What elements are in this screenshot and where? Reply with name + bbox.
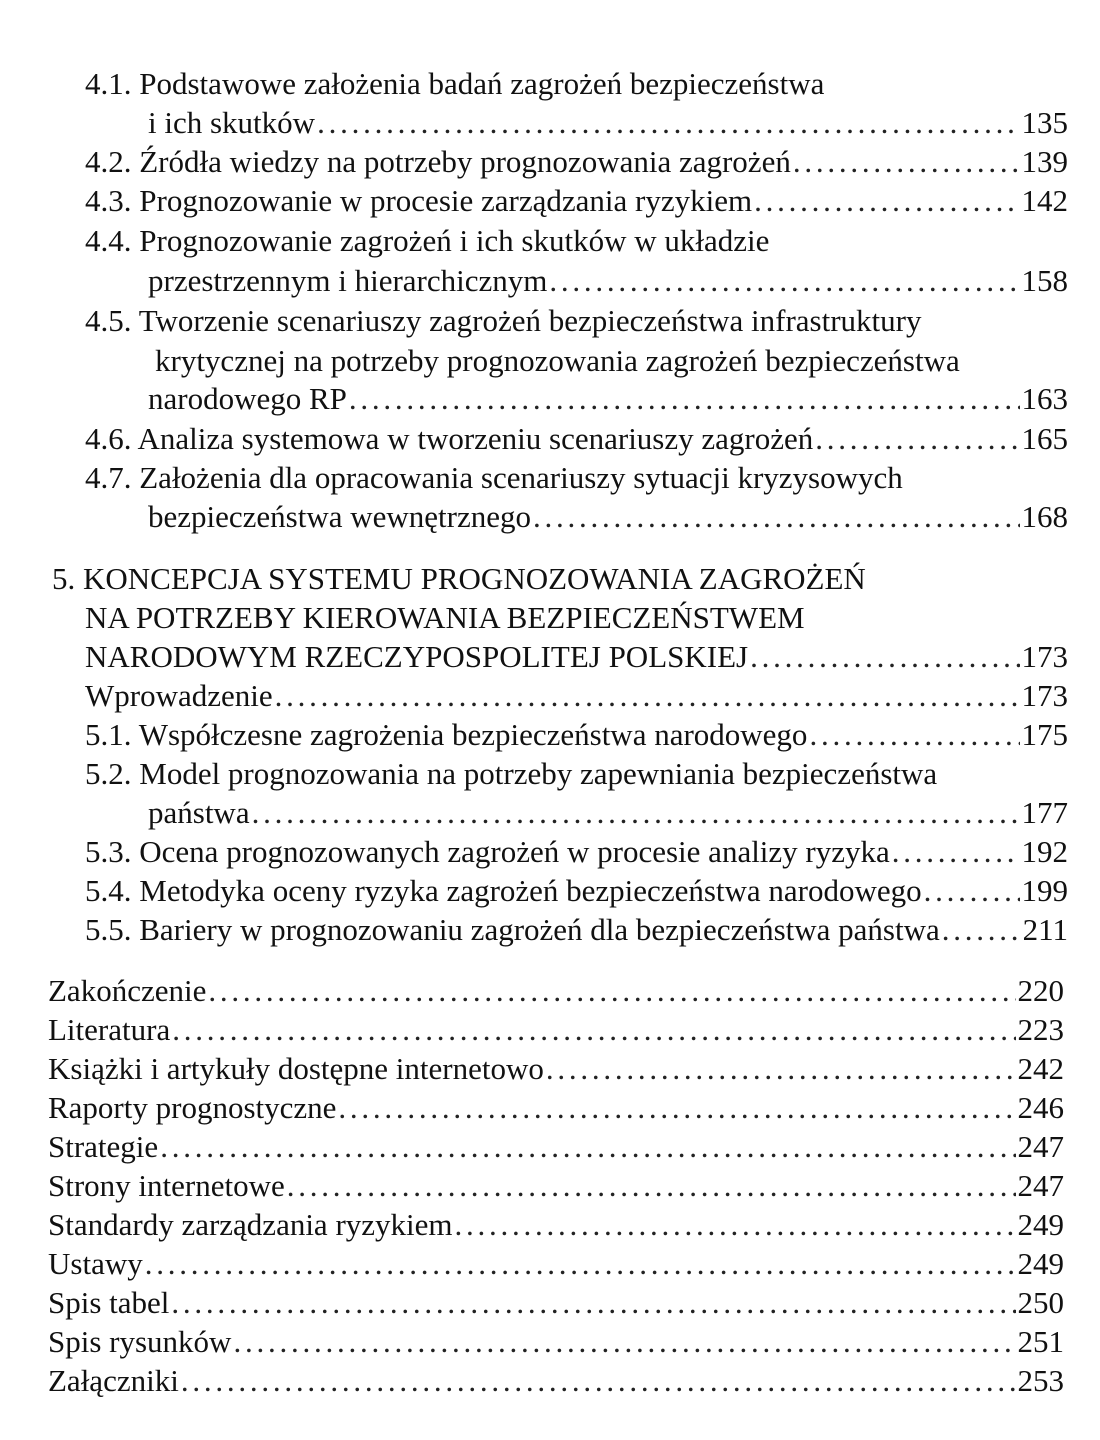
page-number: 135 [1021,105,1068,140]
page-number: 158 [1021,263,1068,298]
toc-entry-zalaczniki[interactable] [48,1362,1064,1400]
page-number: 251 [1017,1324,1064,1359]
toc-entry-4-4[interactable] [148,262,1068,300]
dot-leader [793,143,1020,181]
toc-entry-text: Literatura [48,1012,171,1047]
toc-entry-standardy[interactable] [48,1206,1064,1244]
toc-entry-text: 4.7. Założenia dla opracowania scenariuszy sytuacji kryzysowych [85,460,903,495]
page-number: 199 [1021,873,1068,908]
toc-entry-text: 4.3. Prognozowanie w procesie zarządzania ryzykiem [85,183,753,218]
dot-leader [455,1206,1016,1244]
toc-entry-4-1[interactable] [148,104,1068,142]
dot-leader [754,182,1019,220]
toc-entry-text: 4.4. Prognozowanie zagrożeń i ich skutków w układzie [85,223,770,258]
dot-leader [171,1284,1015,1322]
toc-entry-text: 5.3. Ocena prognozowanych zagrożeń w procesie analizy ryzyka [85,834,890,869]
page-number: 247 [1017,1168,1064,1203]
dot-leader [252,794,1020,832]
toc-entry-5-3[interactable] [85,833,1068,871]
toc-entry-text: 5.1. Współczesne zagrożenia bezpieczeństwa narodowego [85,717,808,752]
toc-entry-text: bezpieczeństwa wewnętrznego [148,499,531,534]
toc-entry-strony-internetowe[interactable] [48,1167,1064,1205]
chapter-5-entry[interactable] [85,638,1068,676]
dot-leader [549,262,1019,300]
dot-leader [172,1011,1015,1049]
toc-entry-text: 4.2. Źródła wiedzy na potrzeby prognozowania zagrożeń [85,144,791,179]
page-number: 163 [1021,381,1068,416]
dot-leader [892,833,1020,871]
dot-leader [145,1245,1016,1283]
toc-entry-4-5-line1 [85,302,921,340]
dot-leader [942,911,1021,949]
page-number: 175 [1021,717,1068,752]
toc-entry-text: Strategie [48,1129,159,1164]
toc-entry-text: 5.5. Bariery w prognozowaniu zagrożeń dla bezpieczeństwa państwa [85,912,940,947]
page-number: 173 [1021,639,1068,674]
dot-leader [546,1050,1016,1088]
toc-entry-spis-tabel[interactable] [48,1284,1064,1322]
dot-leader [275,677,1020,715]
page-number: 177 [1021,795,1068,830]
toc-entry-text: Strony internetowe [48,1168,285,1203]
toc-entry-text: przestrzennym i hierarchicznym [148,263,548,298]
page-number: 139 [1021,144,1068,179]
dot-leader [208,972,1015,1010]
toc-entry-text: 4.1. Podstawowe założenia badań zagrożeń bezpieczeństwa [85,66,825,101]
toc-entry-ksiazki[interactable] [48,1050,1064,1088]
toc-entry-text: Raporty prognostyczne [48,1090,337,1125]
toc-entry-literatura[interactable] [48,1011,1064,1049]
page-number: 246 [1017,1090,1064,1125]
dot-leader [338,1089,1015,1127]
toc-entry-text: Spis rysunków [48,1324,232,1359]
page-number: 253 [1017,1363,1064,1398]
toc-entry-4-6[interactable] [85,420,1068,458]
toc-entry-4-3[interactable] [85,182,1068,220]
toc-entry-text: 4.6. Analiza systemowa w tworzeniu scenariuszy zagrożeń [85,421,814,456]
dot-leader [181,1362,1016,1400]
toc-entry-4-5[interactable] [148,380,1068,418]
dot-leader [233,1323,1015,1361]
toc-entry-text: Zakończenie [48,973,207,1008]
chapter-5-title-line1 [52,560,866,598]
dot-leader [349,380,1020,418]
toc-entry-text: 5.2. Model prognozowania na potrzeby zapewniania bezpieczeństwa [85,756,938,791]
toc-entry-zakonczenie[interactable] [48,972,1064,1010]
toc-entry-text: Załączniki [48,1363,179,1398]
toc-entry-text: 4.5. Tworzenie scenariuszy zagrożeń bezpieczeństwa infrastruktury [85,303,922,338]
page-number: 223 [1017,1012,1064,1047]
toc-entry-text: krytycznej na potrzeby prognozowania zagrożeń bezpieczeństwa [155,343,960,378]
chapter-title-text: NA POTRZEBY KIEROWANIA BEZPIECZEŃSTWEM [85,600,805,635]
toc-entry-raporty[interactable] [48,1089,1064,1127]
dot-leader [815,420,1019,458]
toc-entry-text: Standardy zarządzania ryzykiem [48,1207,453,1242]
chapter-title-text: NARODOWYM RZECZYPOSPOLITEJ POLSKIEJ [85,639,749,674]
toc-entry-5-4[interactable] [85,872,1068,910]
toc-entry-5-2[interactable] [148,794,1068,832]
toc-entry-text: państwa [148,795,250,830]
page-number: 249 [1017,1246,1064,1281]
toc-entry-text: Wprowadzenie [85,678,273,713]
toc-entry-5-2-line1 [85,755,937,793]
toc-entry-text: 5.4. Metodyka oceny ryzyka zagrożeń bezpieczeństwa narodowego [85,873,922,908]
page-number: 165 [1021,421,1068,456]
toc-entry-ustawy[interactable] [48,1245,1064,1283]
dot-leader [287,1167,1016,1205]
toc-entry-4-4-line1 [85,222,769,260]
toc-entry-text: narodowego RP [148,381,347,416]
page-number: 211 [1022,912,1068,947]
dot-leader [809,716,1019,754]
chapter-5-title-line2 [85,599,805,637]
page-number: 173 [1021,678,1068,713]
toc-entry-5-1[interactable] [85,716,1068,754]
page-number: 220 [1017,973,1064,1008]
page-number: 247 [1017,1129,1064,1164]
dot-leader [533,498,1020,536]
dot-leader [160,1128,1015,1166]
page-number: 168 [1021,499,1068,534]
toc-entry-4-7[interactable] [148,498,1068,536]
dot-leader [750,638,1019,676]
toc-entry-4-2[interactable] [85,143,1068,181]
toc-entry-5-5[interactable] [85,911,1068,949]
chapter-title-text: 5. KONCEPCJA SYSTEMU PROGNOZOWANIA ZAGROŻEŃ [52,561,866,596]
page-number: 250 [1017,1285,1064,1320]
dot-leader [317,104,1019,142]
page-number: 142 [1021,183,1068,218]
toc-entry-4-5-line2 [155,342,960,380]
toc-entry-text: i ich skutków [148,105,316,140]
toc-entry-text: Ustawy [48,1246,143,1281]
toc-entry-wprowadzenie[interactable] [85,677,1068,715]
toc-entry-strategie[interactable] [48,1128,1064,1166]
toc-entry-text: Książki i artykuły dostępne internetowo [48,1051,544,1086]
toc-entry-4-1-line1 [85,65,824,103]
page-number: 192 [1021,834,1068,869]
toc-entry-spis-rysunkow[interactable] [48,1323,1064,1361]
toc-entry-text: Spis tabel [48,1285,170,1320]
page-number: 249 [1017,1207,1064,1242]
dot-leader [924,872,1020,910]
page-number: 242 [1017,1051,1064,1086]
toc-entry-4-7-line1 [85,459,903,497]
